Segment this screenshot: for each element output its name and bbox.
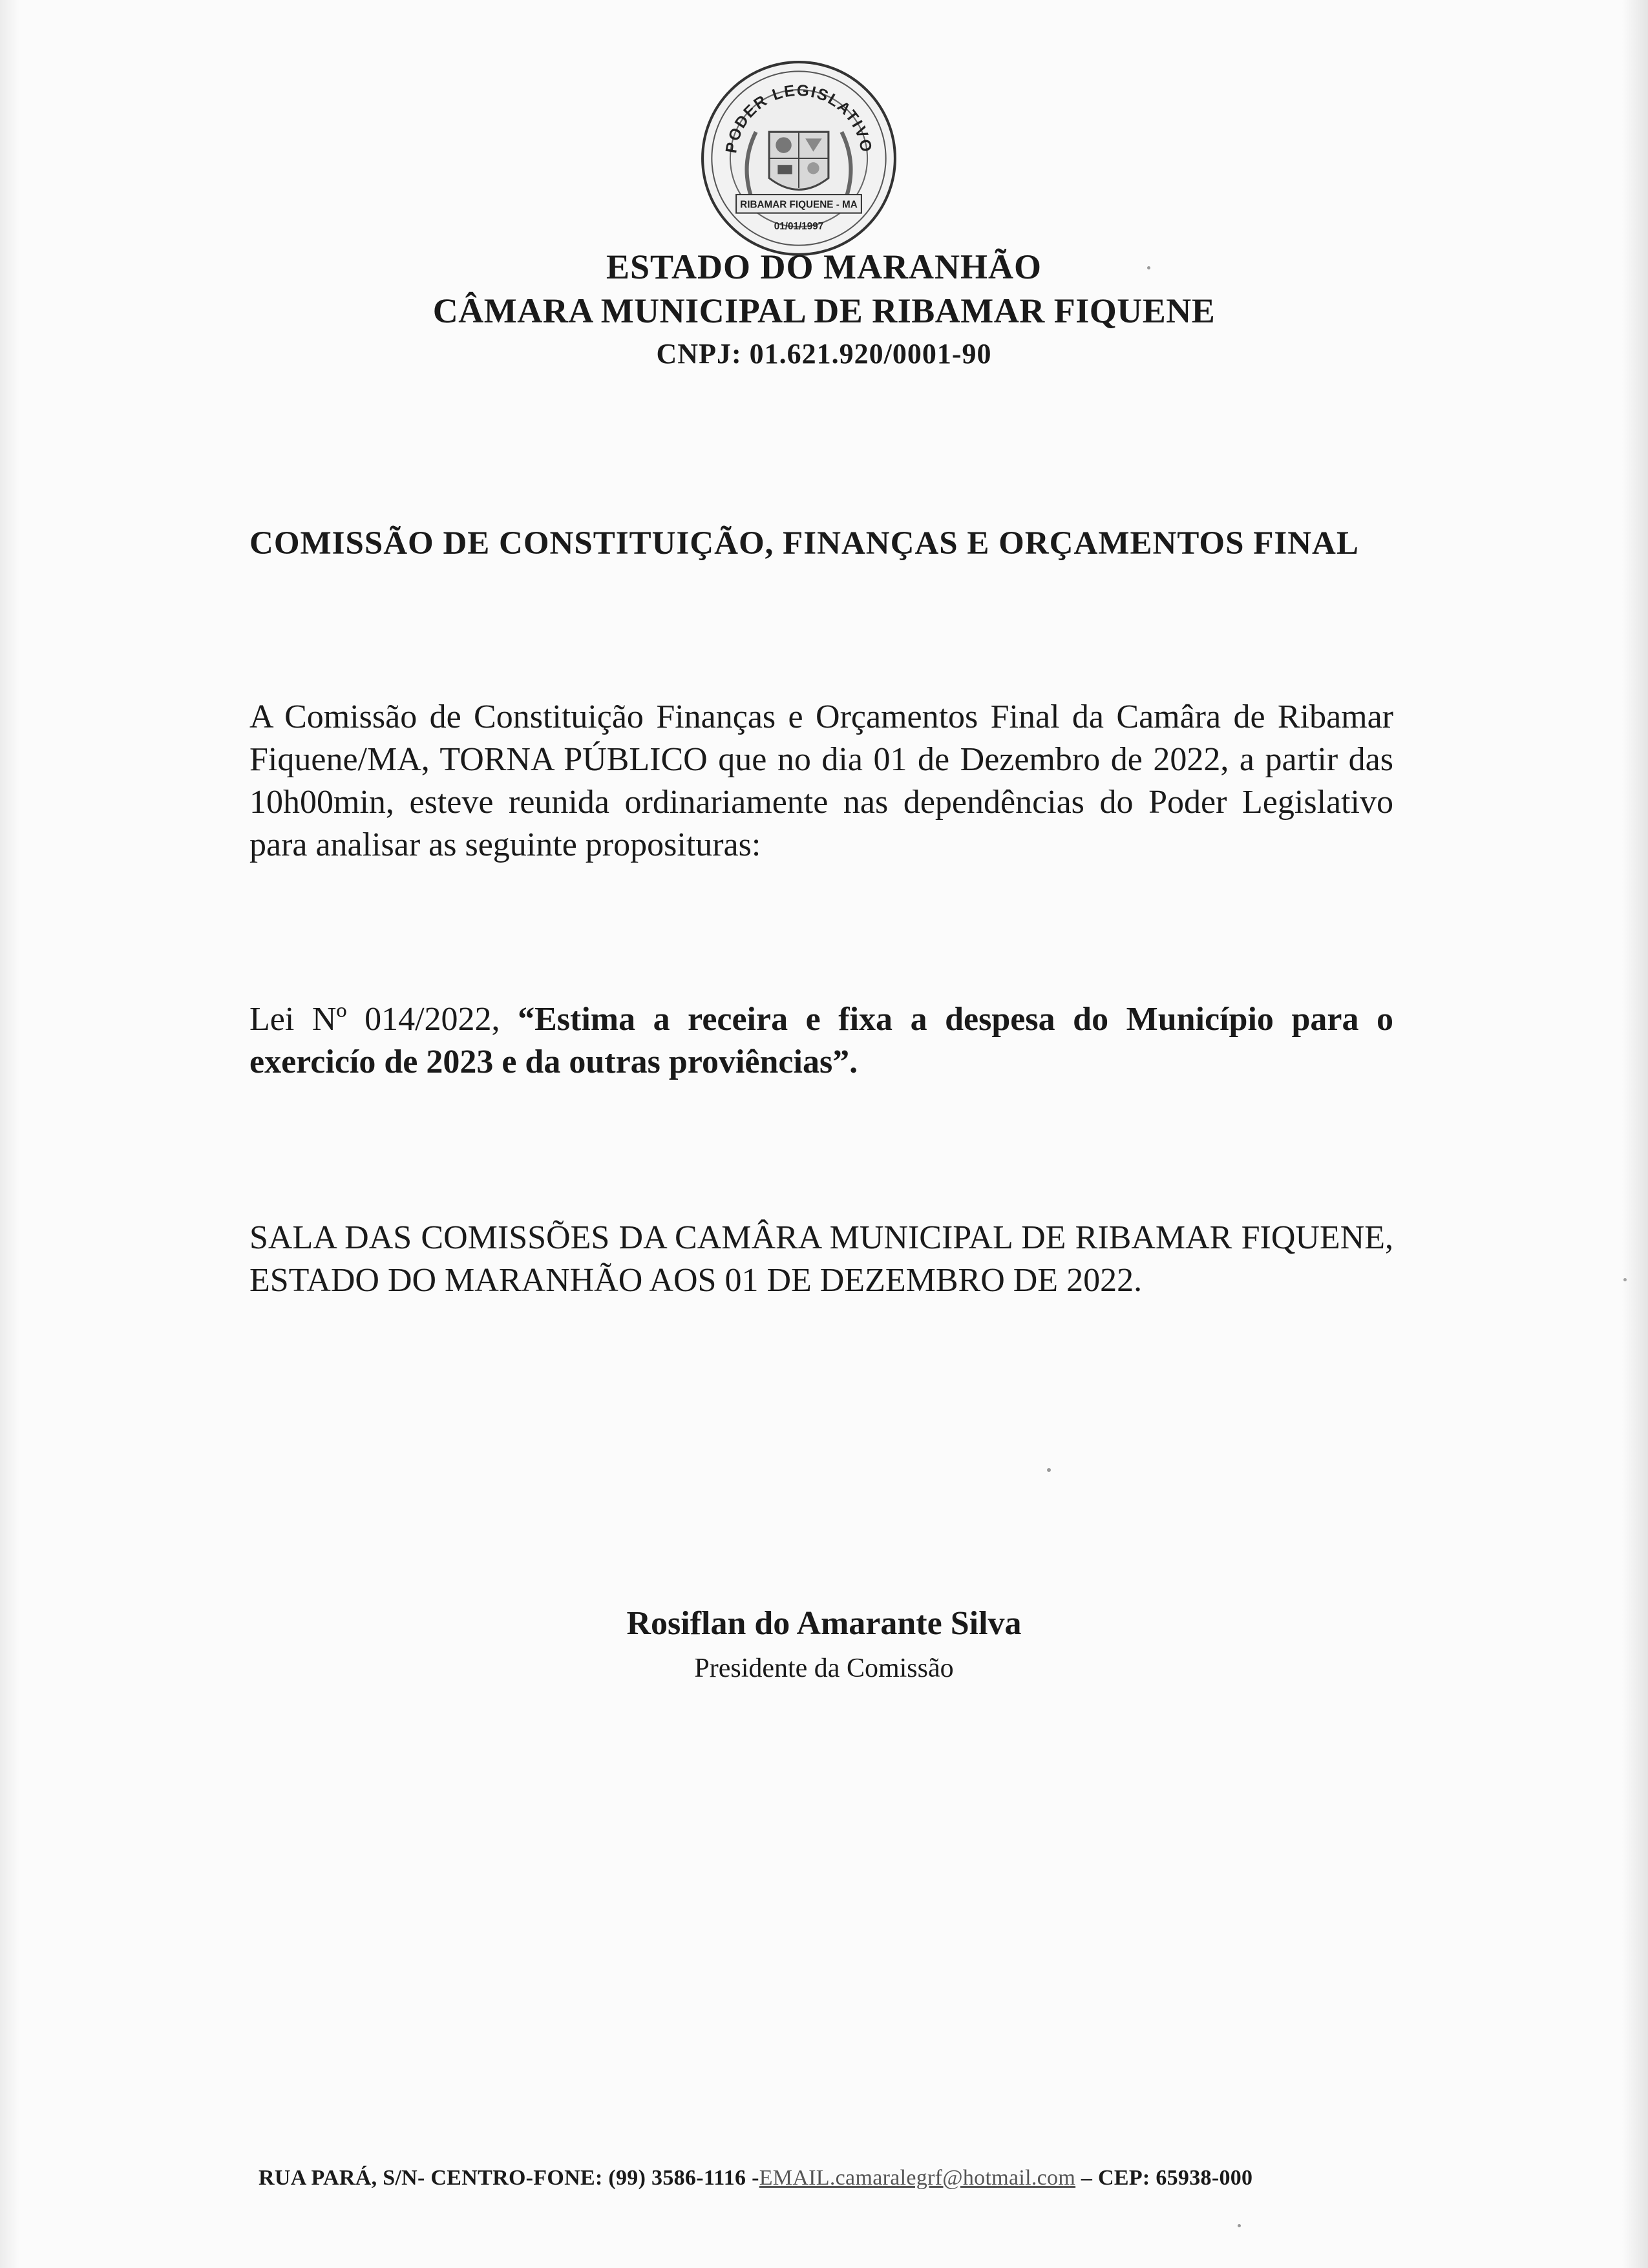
commission-title: COMISSÃO DE CONSTITUIÇÃO, FINANÇAS E ORÇAMENTOS FINAL [249, 525, 1359, 562]
header-camara: CÂMARA MUNICIPAL DE RIBAMAR FIQUENE [432, 291, 1216, 330]
legislative-seal-logo [700, 59, 898, 257]
body-paragraph: A Comissão de Constituição Finanças e Orçamentos Final da Camâra de Ribamar Fiquene/MA, TORNA PÚBLICO que no dia 01 de Dezembro de 2022, a partir das 10h00min, esteve reunida ordinariamente nas dependências do Poder Legislativo para analisar as seguinte proposituras: [249, 698, 1393, 863]
signature-name: Rosiflan do Amarante Silva [626, 1605, 1022, 1642]
svg-text:RIBAMAR FIQUENE - MA: RIBAMAR FIQUENE - MA [740, 199, 858, 211]
scan-speck [1147, 266, 1150, 269]
law-title: “Estima a receira e fixa a despesa do Município para o exercicío de 2023 e da outras proviências”. [249, 1001, 1394, 1080]
footer-address: RUA PARÁ, S/N- CENTRO-FONE: (99) 3586-1116 - [259, 2166, 759, 2190]
scan-speck [1047, 1468, 1051, 1472]
scan-speck [1238, 2224, 1241, 2227]
law-number: Lei Nº 014/2022, [249, 1001, 518, 1038]
svg-text:01/01/1997: 01/01/1997 [774, 221, 824, 233]
law-paragraph [249, 998, 1393, 1084]
footer-contact [259, 2166, 1396, 2190]
signature-role: Presidente da Comissão [694, 1654, 954, 1683]
sala-paragraph: SALA DAS COMISSÕES DA CAMÂRA MUNICIPAL DE RIBAMAR FIQUENE, ESTADO DO MARANHÃO AOS 01 DE DEZEMBRO DE 2022. [249, 1219, 1393, 1299]
header-state: ESTADO DO MARANHÃO [606, 247, 1042, 286]
seal-emblem-icon [700, 59, 898, 257]
svg-text:PODER LEGISLATIVO: PODER LEGISLATIVO [723, 81, 875, 155]
header-cnpj: CNPJ: 01.621.920/0001-90 [656, 338, 992, 370]
scan-speck [1623, 1278, 1627, 1281]
footer-cep: – CEP: 65938-000 [1075, 2166, 1253, 2190]
footer-email-link[interactable]: EMAIL.camaralegrf@hotmail.com [759, 2166, 1076, 2190]
